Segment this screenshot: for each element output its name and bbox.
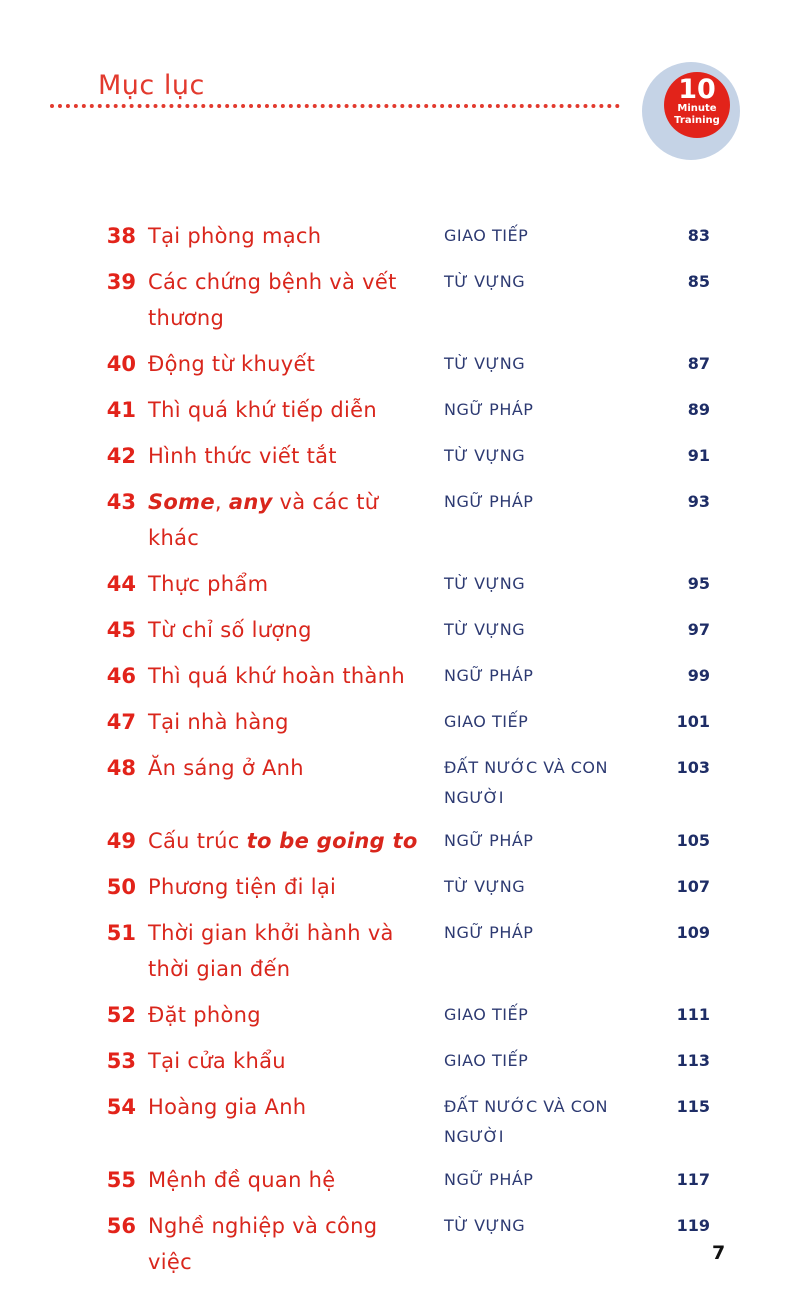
toc-entry[interactable] [90, 438, 710, 474]
lesson-page-number: 113 [676, 1051, 710, 1070]
lesson-number: 48 [106, 756, 136, 780]
lesson-number: 55 [106, 1168, 136, 1192]
lesson-category: TỪ VỰNG [444, 574, 526, 593]
toc-entry[interactable] [90, 484, 710, 556]
lesson-number: 38 [106, 224, 136, 248]
lesson-title [148, 1089, 428, 1125]
lesson-title [148, 915, 428, 987]
lesson-title-segment: Tại cửa khẩu [148, 1049, 286, 1073]
lesson-category: GIAO TIẾP [444, 1005, 529, 1024]
toc-entry[interactable] [90, 218, 710, 254]
lesson-number: 50 [106, 875, 136, 899]
lesson-category: GIAO TIẾP [444, 712, 529, 731]
lesson-category: GIAO TIẾP [444, 1051, 529, 1070]
lesson-page-number: 101 [676, 712, 710, 731]
lesson-title [148, 438, 428, 474]
page-title: Mục lục [98, 70, 205, 101]
lesson-title-segment: Động từ khuyết [148, 352, 316, 376]
toc-entry[interactable] [90, 346, 710, 382]
lesson-category: ĐẤT NƯỚC VÀ CON NGƯỜI [444, 758, 608, 807]
lesson-category: ĐẤT NƯỚC VÀ CON NGƯỜI [444, 1097, 608, 1146]
lesson-title-segment: Thực phẩm [148, 572, 269, 596]
badge-line-minute: Minute [677, 103, 717, 114]
page-number: 7 [712, 1242, 726, 1264]
lesson-title [148, 264, 428, 336]
dotted-divider [50, 104, 620, 108]
lesson-number: 43 [106, 490, 136, 514]
lesson-title [148, 1208, 428, 1280]
lesson-title-segment: Thì quá khứ tiếp diễn [148, 398, 377, 422]
toc-entry[interactable] [90, 264, 710, 336]
lesson-title-segment: Cấu trúc [148, 829, 247, 853]
lesson-page-number: 117 [676, 1170, 710, 1189]
lesson-number: 51 [106, 921, 136, 945]
toc-entry[interactable] [90, 1089, 710, 1152]
lesson-page-number: 119 [676, 1216, 710, 1235]
toc-entry[interactable] [90, 392, 710, 428]
lesson-page-number: 105 [676, 831, 710, 850]
toc-entry[interactable] [90, 869, 710, 905]
lesson-title [148, 823, 428, 859]
lesson-title-segment: Tại nhà hàng [148, 710, 289, 734]
lesson-title [148, 218, 428, 254]
toc-entry[interactable] [90, 750, 710, 813]
lesson-category: NGỮ PHÁP [444, 666, 534, 685]
lesson-title [148, 658, 428, 694]
lesson-category: TỪ VỰNG [444, 354, 526, 373]
lesson-number: 54 [106, 1095, 136, 1119]
lesson-title [148, 997, 428, 1033]
lesson-page-number: 93 [687, 492, 710, 511]
lesson-category: TỪ VỰNG [444, 446, 526, 465]
lesson-title-segment: Đặt phòng [148, 1003, 261, 1027]
lesson-title [148, 704, 428, 740]
badge-line-training: Training [674, 115, 720, 126]
lesson-number: 56 [106, 1214, 136, 1238]
lesson-number: 49 [106, 829, 136, 853]
lesson-title [148, 346, 428, 382]
lesson-title-segment: Nghề nghiệp và công việc [148, 1214, 378, 1274]
toc-entry[interactable] [90, 612, 710, 648]
lesson-title-segment: Ăn sáng ở Anh [148, 756, 304, 780]
lesson-number: 47 [106, 710, 136, 734]
toc-entry[interactable] [90, 1208, 710, 1280]
lesson-title [148, 1162, 428, 1198]
lesson-category: NGỮ PHÁP [444, 923, 534, 942]
lesson-page-number: 115 [676, 1097, 710, 1116]
lesson-number: 45 [106, 618, 136, 642]
toc-entry[interactable] [90, 1162, 710, 1198]
lesson-category: TỪ VỰNG [444, 620, 526, 639]
lesson-title [148, 612, 428, 648]
lesson-title-segment: và các từ khác [148, 490, 379, 550]
lesson-category: TỪ VỰNG [444, 272, 526, 291]
lesson-category: TỪ VỰNG [444, 1216, 526, 1235]
lesson-category: NGỮ PHÁP [444, 1170, 534, 1189]
toc-entry[interactable] [90, 997, 710, 1033]
lesson-title [148, 869, 428, 905]
lesson-title-segment: , [214, 490, 229, 514]
lesson-page-number: 111 [676, 1005, 710, 1024]
toc-entry[interactable] [90, 566, 710, 602]
lesson-category: NGỮ PHÁP [444, 492, 534, 511]
toc-entry[interactable] [90, 1043, 710, 1079]
lesson-title-segment: Hình thức viết tắt [148, 444, 337, 468]
lesson-number: 42 [106, 444, 136, 468]
lesson-number: 41 [106, 398, 136, 422]
lesson-number: 46 [106, 664, 136, 688]
lesson-number: 39 [106, 270, 136, 294]
lesson-page-number: 103 [676, 758, 710, 777]
badge-disc [664, 72, 730, 138]
lesson-page-number: 87 [687, 354, 710, 373]
lesson-page-number: 83 [687, 226, 710, 245]
lesson-category: NGỮ PHÁP [444, 831, 534, 850]
lesson-title-segment: Thì quá khứ hoàn thành [148, 664, 405, 688]
table-of-contents [90, 218, 710, 1290]
toc-entry[interactable] [90, 915, 710, 987]
toc-entry[interactable] [90, 658, 710, 694]
lesson-page-number: 109 [676, 923, 710, 942]
lesson-title-segment: Some [148, 490, 215, 514]
lesson-page-number: 95 [687, 574, 710, 593]
lesson-page-number: 91 [687, 446, 710, 465]
lesson-page-number: 99 [687, 666, 710, 685]
badge-number: 10 [678, 74, 716, 105]
lesson-title-segment: Từ chỉ số lượng [148, 618, 312, 642]
toc-entry[interactable] [90, 823, 710, 859]
lesson-number: 40 [106, 352, 136, 376]
toc-entry[interactable] [90, 704, 710, 740]
lesson-title [148, 1043, 428, 1079]
lesson-title-segment: Mệnh đề quan hệ [148, 1168, 336, 1192]
lesson-page-number: 97 [687, 620, 710, 639]
lesson-category: GIAO TIẾP [444, 226, 529, 245]
training-badge [642, 62, 740, 160]
lesson-title-segment: Phương tiện đi lại [148, 875, 337, 899]
lesson-title-segment: Thời gian khởi hành và thời gian đến [148, 921, 394, 981]
lesson-page-number: 107 [676, 877, 710, 896]
lesson-title [148, 392, 428, 428]
lesson-page-number: 85 [687, 272, 710, 291]
lesson-title [148, 566, 428, 602]
lesson-number: 44 [106, 572, 136, 596]
lesson-title-segment: to be going to [246, 829, 418, 853]
lesson-number: 52 [106, 1003, 136, 1027]
lesson-title-segment: Tại phòng mạch [148, 224, 322, 248]
lesson-number: 53 [106, 1049, 136, 1073]
lesson-page-number: 89 [687, 400, 710, 419]
lesson-category: TỪ VỰNG [444, 877, 526, 896]
lesson-title-segment: Hoàng gia Anh [148, 1095, 307, 1119]
lesson-title-segment: Các chứng bệnh và vết thương [148, 270, 397, 330]
lesson-category: NGỮ PHÁP [444, 400, 534, 419]
lesson-title-segment: any [228, 490, 273, 514]
lesson-title [148, 750, 428, 786]
lesson-title [148, 484, 428, 556]
